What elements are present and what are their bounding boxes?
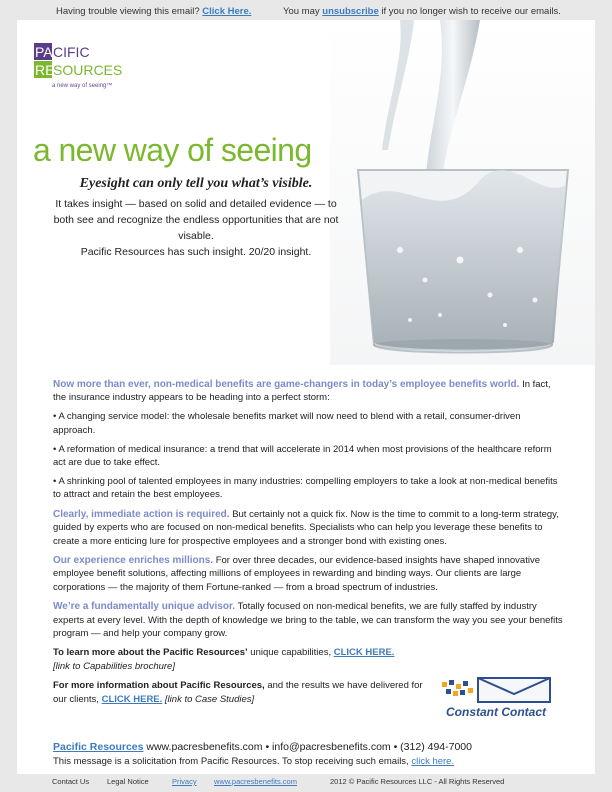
paragraph-case-studies <box>53 679 433 706</box>
logo-line2-b: SOURCES <box>53 62 123 78</box>
logo-line2-a: RE <box>35 62 55 78</box>
main-content <box>53 378 565 712</box>
water-glass-image <box>330 20 595 365</box>
heading-unique-advisor: We’re a fundamentally unique advisor. <box>53 601 236 613</box>
view-trouble-text: Having trouble viewing this email? <box>56 6 200 17</box>
contact-info: www.pacresbenefits.com • info@pacresbenefits.com • (312) 494-7000 <box>146 741 472 753</box>
hero-title: a new way of seeing <box>33 132 312 168</box>
footer-contact-line <box>53 741 472 753</box>
capabilities-bold: To learn more about the Pacific Resources’ <box>53 647 248 659</box>
paragraph-unique-advisor <box>53 600 565 640</box>
paragraph-immediate-action-text: But certainly not a quick fix. Now is the time to commit to a long-term strategy, guided by experts who are focused on non-medical benefits. Specialists who can help you leverage these benefits to create a more enticing lure for prospective employees and a stronger bond with existing ones. <box>53 508 559 547</box>
logo-line1-b: CIFIC <box>53 44 90 60</box>
bullet-item: • A reformation of medical insurance: a trend that will accelerate in 2014 when most provisions of the healthcare reform act are due to take effect. <box>53 443 552 469</box>
site-link[interactable]: www.pacresbenefits.com <box>214 777 297 786</box>
hero-body-text-1: It takes insight — based on solid and detailed evidence — to both see and recognize the endless opportunities that are not visable. <box>53 198 339 242</box>
hero-subtitle: Eyesight can only tell you what’s visible. <box>79 176 313 191</box>
constant-contact-label: Constant Contact <box>446 705 546 719</box>
hero-body <box>46 196 346 260</box>
paragraph-capabilities <box>53 646 565 673</box>
company-link[interactable]: Pacific Resources <box>53 741 144 753</box>
hero-body-text-2: Pacific Resources has such insight. 20/20 insight. <box>80 246 312 258</box>
case-studies-text: and the results we have delivered for our clients, <box>53 680 423 705</box>
case-studies-link[interactable]: CLICK HERE. <box>101 693 163 705</box>
bullet-item: • A shrinking pool of talented employees in many industries: compelling employers to take a look at non-medical benefits to attract and retain the best employees. <box>53 475 558 501</box>
contact-us-link[interactable]: Contact Us <box>52 777 90 786</box>
paragraph-immediate-action <box>53 508 565 548</box>
paragraph-experience-text: For over three decades, our evidence-based insights have shaped innovative employee benefit solutions, affecting millions of employees in rewarding and binding ways. Our clients are large corporations — the majority of them Fortune-ranked — from a broad spectrum of industries. <box>53 554 540 593</box>
top-bar <box>0 0 612 22</box>
case-studies-note: [link to Case Studies] <box>164 693 255 705</box>
paragraph-perfect-storm <box>53 378 565 405</box>
paragraph-perfect-storm-text: In fact, the insurance industry appears to be heading into a perfect storm: <box>53 379 551 404</box>
heading-immediate-action: Clearly, immediate action is required. <box>53 508 230 520</box>
bottom-bar <box>0 774 612 792</box>
logo-line1-a: PA <box>35 44 53 60</box>
copyright-text: 2012 © Pacific Resources LLC - All Rights Reserved <box>330 777 505 786</box>
capabilities-link[interactable]: CLICK HERE. <box>333 647 395 659</box>
stop-emails-link[interactable]: click here. <box>411 756 455 767</box>
envelope-icon <box>478 678 550 702</box>
view-online-link[interactable]: Click Here. <box>202 6 252 17</box>
unsubscribe-rest-text: if you no longer wish to receive our emails. <box>381 6 561 17</box>
capabilities-note: [link to Capabilities brochure] <box>53 660 175 672</box>
unsubscribe-line <box>283 6 561 17</box>
view-trouble-line <box>56 6 251 17</box>
privacy-link[interactable]: Privacy <box>172 777 197 786</box>
legal-notice-link[interactable]: Legal Notice <box>107 777 149 786</box>
unsubscribe-link[interactable]: unsubscribe <box>322 6 379 17</box>
footer-solicitation-line <box>53 756 454 767</box>
paragraph-unique-advisor-text: Totally focused on non-medical benefits, we are fully staffed by industry experts at every level. With the depth of knowledge we bring to the table, we can transform the way you see your benefits program — and help your company grow. <box>53 601 563 639</box>
bullet-item: • A changing service model: the wholesale benefits market will now need to blend with a retail, consumer-driven approach. <box>53 411 521 436</box>
constant-contact-logo[interactable] <box>438 672 560 722</box>
solicitation-text: This message is a solicitation from Pacific Resources. To stop receiving such emails, <box>53 756 409 767</box>
case-studies-bold: For more information about Pacific Resources, <box>53 680 265 692</box>
logo-tagline: a new way of seeing™ <box>52 83 113 89</box>
paragraph-experience <box>53 554 565 594</box>
heading-game-changers: Now more than ever, non-medical benefits are game-changers in today’s employee benefits world. <box>53 379 520 390</box>
capabilities-text: unique capabilities, <box>250 647 332 659</box>
heading-experience: Our experience enriches millions. <box>53 554 214 566</box>
you-may-text: You may <box>283 6 320 17</box>
